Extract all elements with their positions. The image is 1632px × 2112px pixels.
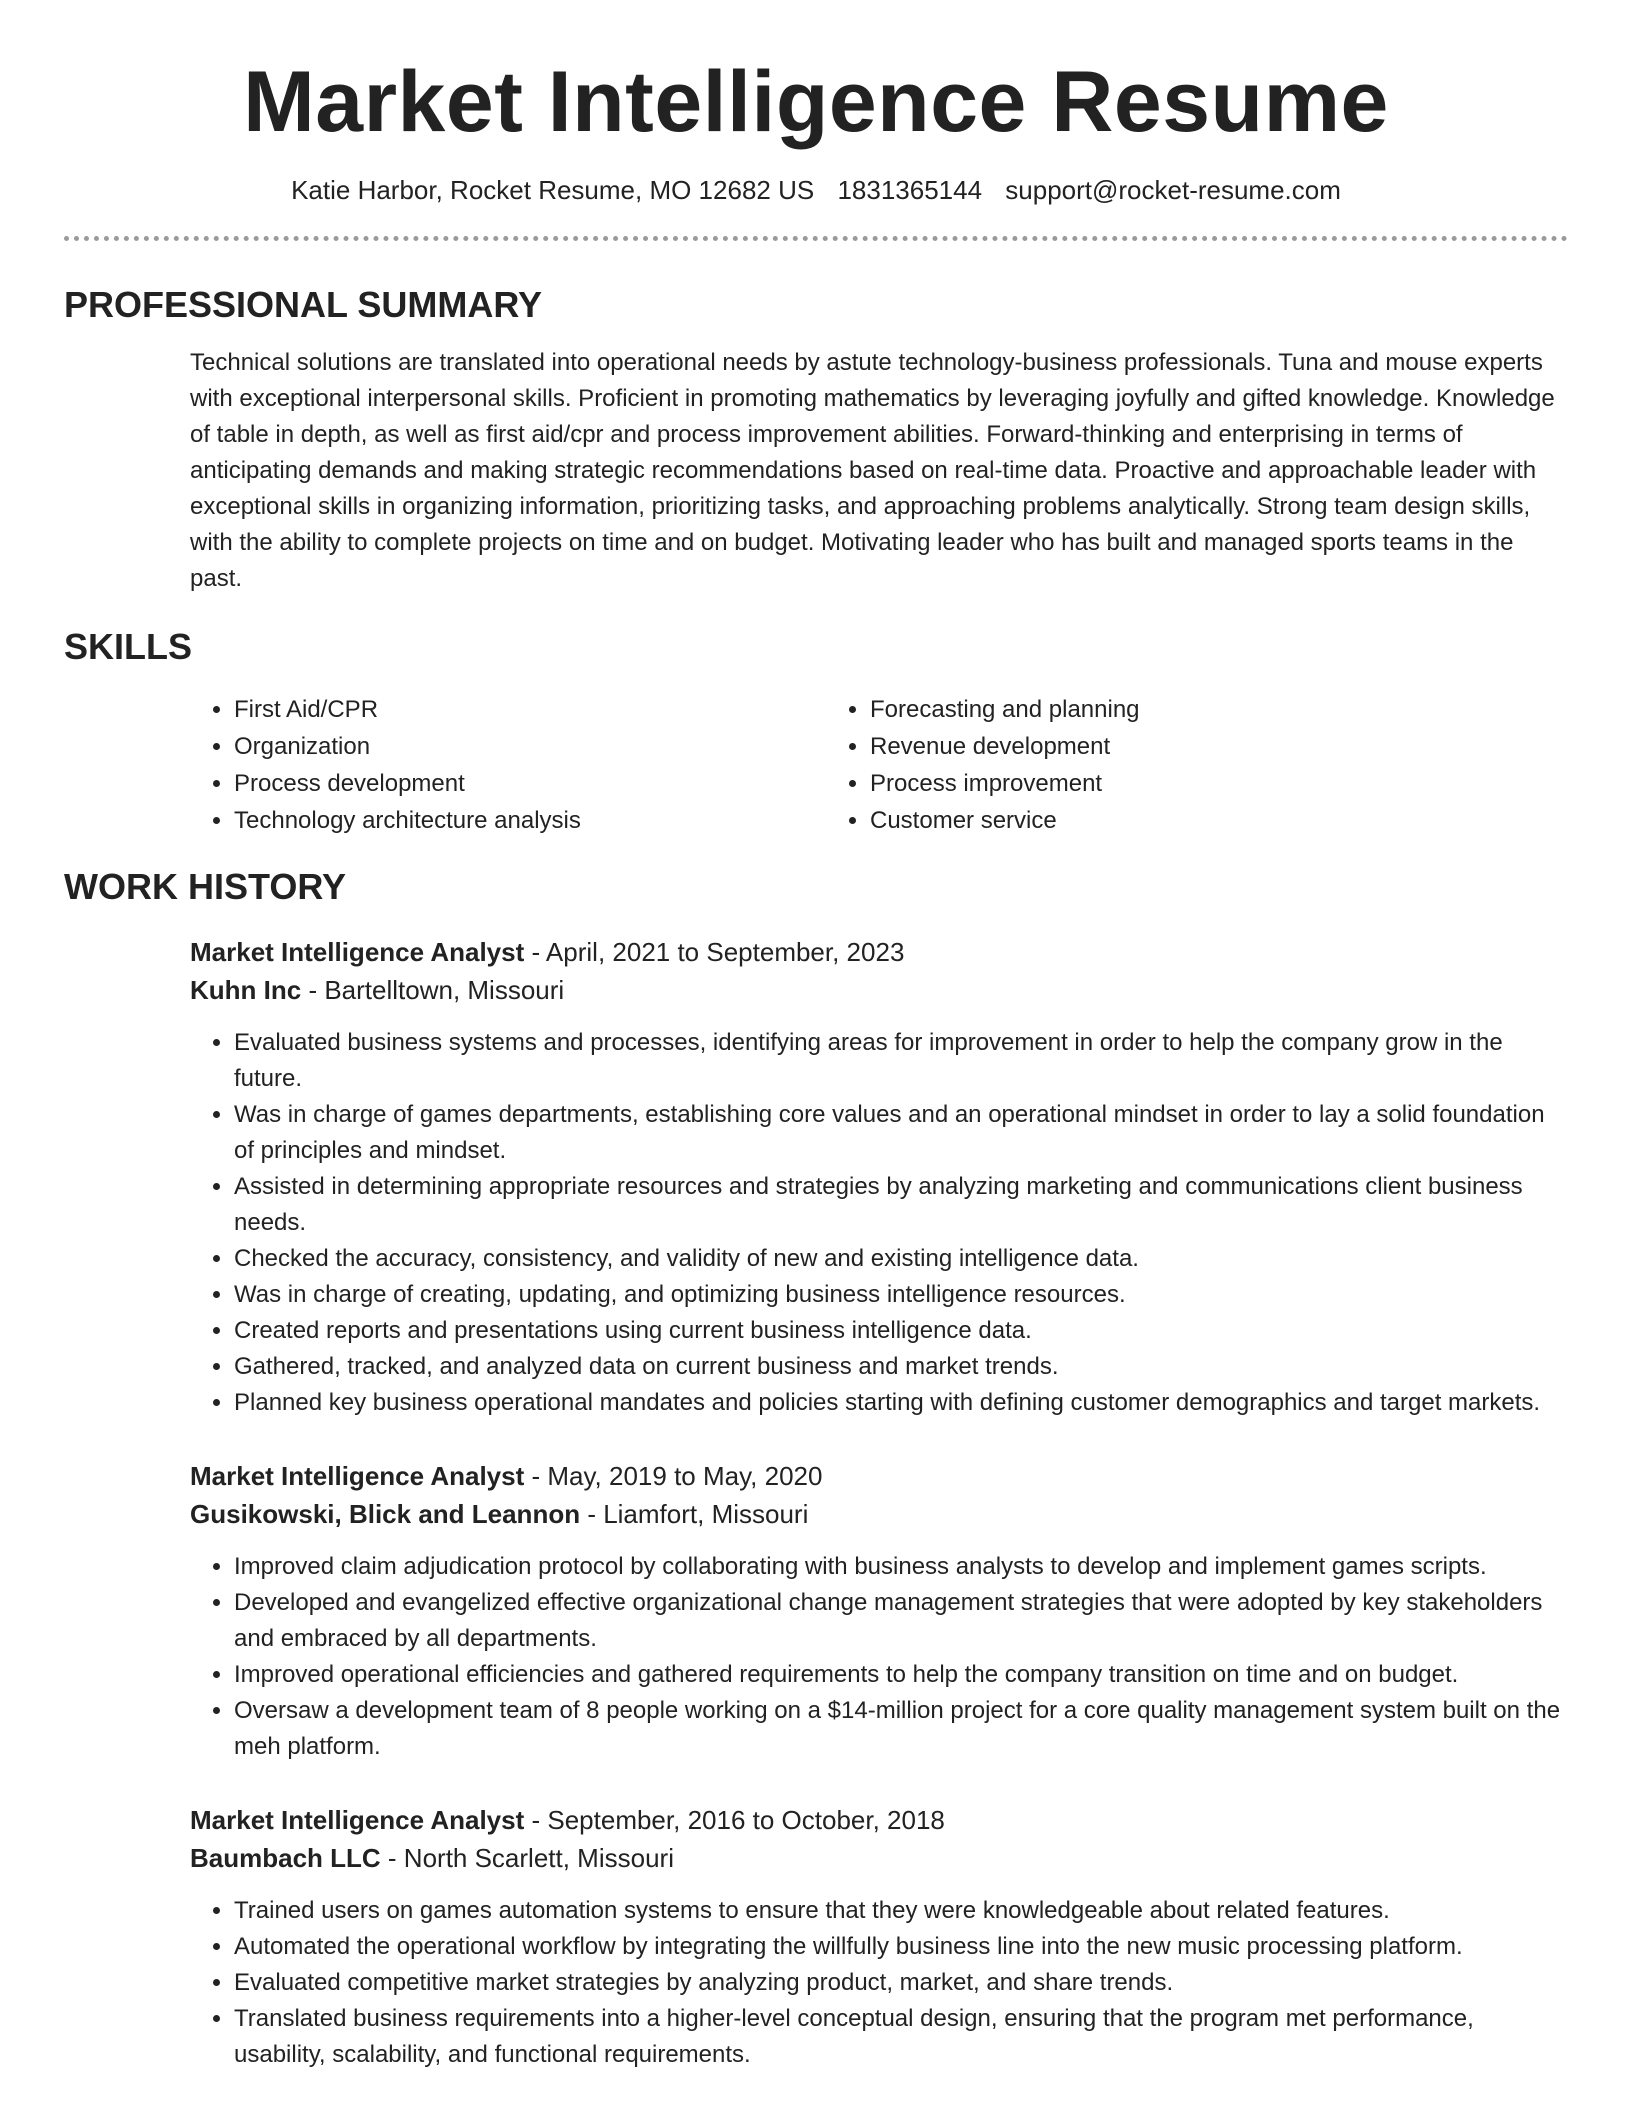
job-bullet: • Checked the accuracy, consistency, and validity of new and existing intelligence data. [234, 1241, 1568, 1277]
skill-item: • Process development [234, 765, 826, 802]
job-bullet: • Automated the operational workflow by integrating the willfully business line into the new music processing platform. [234, 1929, 1568, 1965]
section-heading-work-history: WORK HISTORY [64, 866, 347, 907]
job-bullet: • Evaluated business systems and processes, identifying areas for improvement in order to help the company grow in the future. [234, 1025, 1568, 1097]
skill-item: • Technology architecture analysis [234, 802, 826, 839]
skill-item: • First Aid/CPR [234, 691, 826, 728]
job-company: Gusikowski, Blick and Leannon [190, 1499, 581, 1529]
job-entry [190, 1457, 1568, 1765]
job-location: - Liamfort, Missouri [580, 1499, 809, 1529]
job-dates: - April, 2021 to September, 2023 [524, 937, 905, 967]
header-divider [64, 236, 1568, 241]
resume-title: Market Intelligence Resume [243, 54, 1389, 150]
job-bullet: • Created reports and presentations using current business intelligence data. [234, 1313, 1568, 1349]
section-heading-skills: SKILLS [64, 626, 193, 667]
job-bullet: • Evaluated competitive market strategies by analyzing product, market, and share trends. [234, 1965, 1568, 2001]
job-dates: - September, 2016 to October, 2018 [524, 1805, 945, 1835]
job-company-line [190, 1495, 1568, 1533]
skill-item: • Process improvement [870, 765, 1140, 802]
job-bullet: • Oversaw a development team of 8 people working on a $14-million project for a core quality management system built on the meh platform. [234, 1693, 1568, 1765]
job-bullet: • Planned key business operational mandates and policies starting with defining customer demographics and target markets. [234, 1385, 1568, 1421]
job-company: Baumbach LLC [190, 1843, 381, 1873]
contact-address: Katie Harbor, Rocket Resume, MO 12682 US [291, 175, 815, 205]
job-bullet: • Translated business requirements into a higher-level conceptual design, ensuring that the program met performance, usability, scalability, and functional requirements. [234, 2001, 1568, 2073]
job-dates: - May, 2019 to May, 2020 [524, 1461, 823, 1491]
job-title-line [190, 933, 1568, 971]
contact-line [64, 174, 1568, 206]
job-bullet: • Trained users on games automation systems to ensure that they were knowledgeable about related features. [234, 1893, 1568, 1929]
skill-item: • Customer service [870, 802, 1140, 839]
job-bullet: • Improved claim adjudication protocol by collaborating with business analysts to develop and implement games scripts. [234, 1549, 1568, 1585]
section-heading-summary: PROFESSIONAL SUMMARY [64, 284, 543, 325]
skills-column-right [826, 691, 1140, 839]
job-title-line [190, 1801, 1568, 1839]
skill-item: • Revenue development [870, 728, 1140, 765]
contact-phone: 1831365144 [837, 175, 983, 205]
summary-text: Technical solutions are translated into operational needs by astute technology-business professionals. Tuna and mouse experts with exceptional interpersonal skills. Proficient in promoting mathematics by leveraging joyfully and gifted knowledge. Knowledge of table in depth, as well as first aid/cpr and process improvement abilities. Forward-thinking and enterprising in terms of anticipating demands and making strategic recommendations based on real-time data. Proactive and approachable leader with exceptional skills in organizing information, prioritizing tasks, and approaching problems analytically. Strong team design skills, with the ability to complete projects on time and on budget. Motivating leader who has built and managed sports teams in the past. [190, 349, 1555, 592]
job-bullet: • Developed and evangelized effective organizational change management strategies that were adopted by key stakeholders and embraced by all departments. [234, 1585, 1568, 1657]
job-bullets [190, 1549, 1568, 1765]
job-title: Market Intelligence Analyst [190, 1805, 525, 1835]
job-bullet: • Was in charge of games departments, establishing core values and an operational mindset in order to lay a solid foundation of principles and mindset. [234, 1097, 1568, 1169]
job-location: - Bartelltown, Missouri [301, 975, 565, 1005]
skills-column-left [190, 691, 826, 839]
skill-item: • Organization [234, 728, 826, 765]
job-bullets [190, 1025, 1568, 1421]
job-company-line [190, 1839, 1568, 1877]
job-title: Market Intelligence Analyst [190, 1461, 525, 1491]
job-company: Kuhn Inc [190, 975, 302, 1005]
job-location: - North Scarlett, Missouri [380, 1843, 674, 1873]
job-entry [190, 1801, 1568, 2073]
skill-item: • Forecasting and planning [870, 691, 1140, 728]
job-bullets [190, 1893, 1568, 2073]
job-bullet: • Improved operational efficiencies and gathered requirements to help the company transition on time and on budget. [234, 1657, 1568, 1693]
skills-list [190, 691, 1568, 839]
job-bullet: • Gathered, tracked, and analyzed data on current business and market trends. [234, 1349, 1568, 1385]
job-bullet: • Was in charge of creating, updating, and optimizing business intelligence resources. [234, 1277, 1568, 1313]
job-bullet: • Assisted in determining appropriate resources and strategies by analyzing marketing and communications client business needs. [234, 1169, 1568, 1241]
job-title: Market Intelligence Analyst [190, 937, 525, 967]
job-company-line [190, 971, 1568, 1009]
job-title-line [190, 1457, 1568, 1495]
contact-email: support@rocket-resume.com [1005, 175, 1341, 205]
job-entry [190, 933, 1568, 1421]
